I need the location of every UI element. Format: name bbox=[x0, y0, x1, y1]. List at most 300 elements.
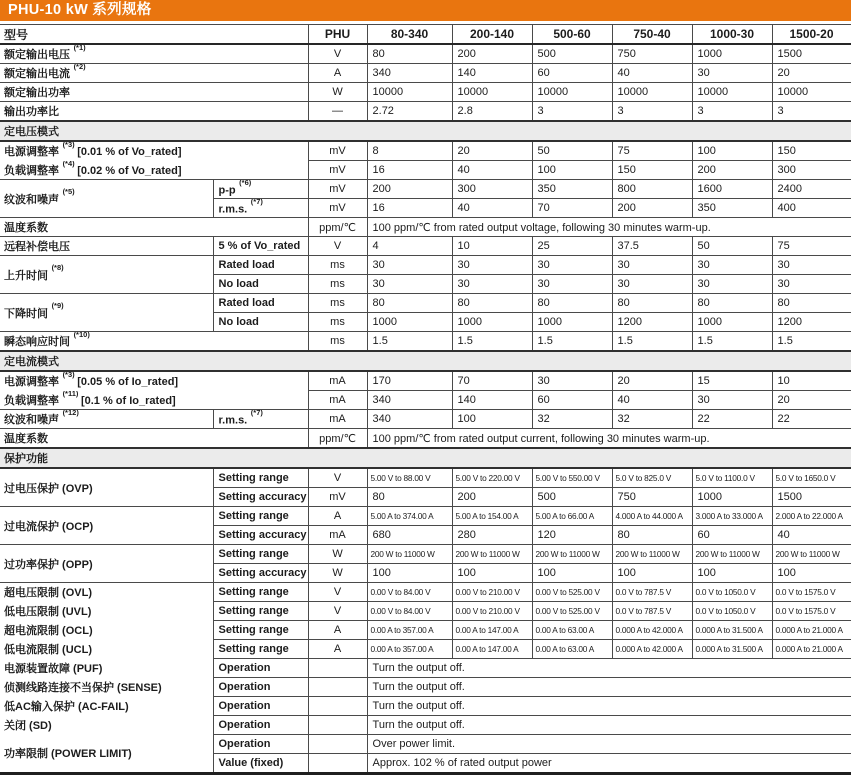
value-cell: 750 bbox=[612, 44, 692, 64]
table-row bbox=[0, 468, 851, 488]
table-row bbox=[0, 391, 851, 410]
value-cell: 2.72 bbox=[367, 102, 452, 122]
value-cell: 1200 bbox=[612, 313, 692, 332]
value-cell: 1.5 bbox=[692, 332, 772, 352]
value-cell: 340 bbox=[367, 410, 452, 429]
value-cell: 300 bbox=[452, 180, 532, 199]
unit-cell bbox=[308, 697, 367, 716]
value-cell: 5.0 V to 825.0 V bbox=[612, 468, 692, 488]
value-cell: 1000 bbox=[692, 313, 772, 332]
value-cell: 1000 bbox=[367, 313, 452, 332]
row-label: 过电压保护 (OVP) bbox=[0, 468, 213, 507]
value-cell: 0.00 V to 210.00 V bbox=[452, 602, 532, 621]
value-cell: 50 bbox=[532, 141, 612, 161]
row-label: 功率限制 (POWER LIMIT) bbox=[0, 735, 213, 774]
row-sublabel: No load bbox=[213, 313, 308, 332]
row-label: 温度系数 bbox=[0, 429, 308, 449]
value-cell: 10000 bbox=[692, 83, 772, 102]
value-cell: 0.0 V to 787.5 V bbox=[612, 583, 692, 602]
unit-cell: V bbox=[308, 237, 367, 256]
value-cell: 15 bbox=[692, 371, 772, 391]
value-cell: 16 bbox=[367, 199, 452, 218]
unit-cell bbox=[308, 735, 367, 754]
value-cell: 20 bbox=[772, 64, 851, 83]
table-header-row bbox=[0, 25, 851, 45]
value-cell: 0.00 A to 357.00 A bbox=[367, 640, 452, 659]
unit-cell: — bbox=[308, 102, 367, 122]
row-label: 额定输出电流 $^{(*2)}$ bbox=[0, 64, 308, 83]
value-cell: 40 bbox=[612, 391, 692, 410]
value-cell: 40 bbox=[612, 64, 692, 83]
section-row bbox=[0, 121, 851, 141]
value-cell: 500 bbox=[532, 44, 612, 64]
row-sublabel: Operation bbox=[213, 678, 308, 697]
unit-cell: W bbox=[308, 564, 367, 583]
value-cell: 200 W to 11000 W bbox=[452, 545, 532, 564]
value-cell: 4 bbox=[367, 237, 452, 256]
value-cell: 30 bbox=[367, 256, 452, 275]
table-row bbox=[0, 218, 851, 237]
value-cell: 100 bbox=[692, 141, 772, 161]
value-cell: 5.0 V to 1650.0 V bbox=[772, 468, 851, 488]
table-row bbox=[0, 410, 851, 429]
value-cell: 30 bbox=[692, 275, 772, 294]
section-header: 定电流模式 bbox=[0, 351, 851, 371]
unit-cell: V bbox=[308, 602, 367, 621]
value-cell: 140 bbox=[452, 64, 532, 83]
value-cell: 5.00 A to 374.00 A bbox=[367, 507, 452, 526]
value-cell: 3 bbox=[692, 102, 772, 122]
unit-cell: W bbox=[308, 545, 367, 564]
value-cell: 100 bbox=[692, 564, 772, 583]
row-label: 输出功率比 bbox=[0, 102, 308, 122]
unit-cell: mA bbox=[308, 391, 367, 410]
row-label: 过功率保护 (OPP) bbox=[0, 545, 213, 583]
value-cell: 0.00 V to 525.00 V bbox=[532, 583, 612, 602]
value-cell: 20 bbox=[612, 371, 692, 391]
value-cell: 0.00 A to 63.00 A bbox=[532, 640, 612, 659]
value-cell: 120 bbox=[532, 526, 612, 545]
row-label: 瞬态响应时间 $^{(*10)}$ bbox=[0, 332, 308, 352]
value-cell: 30 bbox=[452, 275, 532, 294]
column-header: 500-60 bbox=[532, 25, 612, 45]
value-span-cell: Turn the output off. bbox=[367, 678, 851, 697]
value-cell: 37.5 bbox=[612, 237, 692, 256]
unit-cell: A bbox=[308, 64, 367, 83]
section-row bbox=[0, 448, 851, 468]
value-cell: 1500 bbox=[772, 44, 851, 64]
unit-cell: W bbox=[308, 83, 367, 102]
value-cell: 70 bbox=[452, 371, 532, 391]
unit-cell: mV bbox=[308, 199, 367, 218]
value-cell: 4.000 A to 44.000 A bbox=[612, 507, 692, 526]
value-cell: 3.000 A to 33.000 A bbox=[692, 507, 772, 526]
row-sublabel: Setting range bbox=[213, 468, 308, 488]
unit-cell: V bbox=[308, 44, 367, 64]
value-cell: 22 bbox=[772, 410, 851, 429]
value-cell: 0.00 V to 84.00 V bbox=[367, 602, 452, 621]
value-cell: 680 bbox=[367, 526, 452, 545]
unit-cell: mA bbox=[308, 526, 367, 545]
value-cell: 0.000 A to 42.000 A bbox=[612, 640, 692, 659]
table-row bbox=[0, 256, 851, 275]
row-sublabel: Value (fixed) bbox=[213, 754, 308, 774]
row-sublabel: Setting accuracy bbox=[213, 564, 308, 583]
row-sublabel: Operation bbox=[213, 659, 308, 678]
value-span-cell: Over power limit. bbox=[367, 735, 851, 754]
value-cell: 32 bbox=[612, 410, 692, 429]
value-cell: 100 bbox=[532, 564, 612, 583]
value-cell: 200 bbox=[452, 488, 532, 507]
value-cell: 350 bbox=[692, 199, 772, 218]
value-cell: 0.00 V to 210.00 V bbox=[452, 583, 532, 602]
row-label: 额定输出功率 bbox=[0, 83, 308, 102]
table-row bbox=[0, 371, 851, 391]
row-label: 电源装置故障 (PUF) bbox=[0, 659, 213, 678]
section-header: 保护功能 bbox=[0, 448, 851, 468]
row-sublabel: Setting range bbox=[213, 507, 308, 526]
column-header-unit: PHU bbox=[308, 25, 367, 45]
unit-cell: ppm/℃ bbox=[308, 429, 367, 449]
value-cell: 32 bbox=[532, 410, 612, 429]
unit-cell: mV bbox=[308, 141, 367, 161]
page-title: PHU-10 kW 系列规格 bbox=[0, 0, 851, 21]
row-sublabel: Setting accuracy bbox=[213, 526, 308, 545]
value-cell: 10000 bbox=[612, 83, 692, 102]
value-cell: 10000 bbox=[532, 83, 612, 102]
value-cell: 0.000 A to 42.000 A bbox=[612, 621, 692, 640]
section-header: 定电压模式 bbox=[0, 121, 851, 141]
value-cell: 0.00 A to 63.00 A bbox=[532, 621, 612, 640]
section-row bbox=[0, 351, 851, 371]
spec-table-body bbox=[0, 25, 851, 774]
value-cell: 200 W to 11000 W bbox=[612, 545, 692, 564]
value-cell: 10000 bbox=[772, 83, 851, 102]
value-cell: 200 bbox=[452, 44, 532, 64]
table-row bbox=[0, 161, 851, 180]
row-label: 额定输出电压 $^{(*1)}$ bbox=[0, 44, 308, 64]
value-cell: 280 bbox=[452, 526, 532, 545]
row-sublabel: p-p $^{(*6)}$ bbox=[213, 180, 308, 199]
value-span-cell: Turn the output off. bbox=[367, 697, 851, 716]
value-cell: 400 bbox=[772, 199, 851, 218]
unit-cell bbox=[308, 754, 367, 774]
value-cell: 0.000 A to 31.500 A bbox=[692, 621, 772, 640]
table-row bbox=[0, 735, 851, 754]
row-sublabel: Operation bbox=[213, 716, 308, 735]
value-cell: 0.00 A to 147.00 A bbox=[452, 640, 532, 659]
table-row bbox=[0, 102, 851, 122]
value-cell: 0.0 V to 1575.0 V bbox=[772, 583, 851, 602]
row-sublabel: 5 % of Vo_rated bbox=[213, 237, 308, 256]
row-label: 负载调整率 $^{(*11)}$ [0.1 % of Io_rated] bbox=[0, 391, 308, 410]
row-label: 纹波和噪声 $^{(*12)}$ bbox=[0, 410, 213, 429]
value-cell: 0.00 V to 525.00 V bbox=[532, 602, 612, 621]
value-cell: 0.000 A to 21.000 A bbox=[772, 621, 851, 640]
value-cell: 1.5 bbox=[367, 332, 452, 352]
spec-table bbox=[0, 24, 851, 775]
value-cell: 800 bbox=[612, 180, 692, 199]
table-row bbox=[0, 545, 851, 564]
table-row bbox=[0, 507, 851, 526]
table-row bbox=[0, 640, 851, 659]
value-cell: 0.0 V to 1575.0 V bbox=[772, 602, 851, 621]
value-cell: 80 bbox=[612, 294, 692, 313]
value-cell: 20 bbox=[772, 391, 851, 410]
value-cell: 1.5 bbox=[772, 332, 851, 352]
value-cell: 3 bbox=[772, 102, 851, 122]
value-cell: 80 bbox=[532, 294, 612, 313]
value-cell: 5.00 V to 550.00 V bbox=[532, 468, 612, 488]
row-label: 关闭 (SD) bbox=[0, 716, 213, 735]
table-row bbox=[0, 64, 851, 83]
value-cell: 10 bbox=[772, 371, 851, 391]
value-cell: 5.0 V to 1100.0 V bbox=[692, 468, 772, 488]
row-label: 侦测线路连接不当保护 (SENSE) bbox=[0, 678, 213, 697]
table-row bbox=[0, 141, 851, 161]
value-cell: 200 bbox=[367, 180, 452, 199]
row-sublabel: r.m.s. $^{(*7)}$ bbox=[213, 199, 308, 218]
value-cell: 60 bbox=[692, 526, 772, 545]
value-cell: 1000 bbox=[692, 44, 772, 64]
unit-cell: mV bbox=[308, 180, 367, 199]
unit-cell: ppm/℃ bbox=[308, 218, 367, 237]
unit-cell: mV bbox=[308, 488, 367, 507]
unit-cell: ms bbox=[308, 294, 367, 313]
row-label: 电源调整率 $^{(*3)}$ [0.01 % of Vo_rated] bbox=[0, 141, 308, 161]
value-cell: 10000 bbox=[452, 83, 532, 102]
value-cell: 5.00 V to 220.00 V bbox=[452, 468, 532, 488]
unit-cell: A bbox=[308, 640, 367, 659]
row-sublabel: Operation bbox=[213, 697, 308, 716]
value-cell: 22 bbox=[692, 410, 772, 429]
value-cell: 200 W to 11000 W bbox=[692, 545, 772, 564]
value-span-cell: Turn the output off. bbox=[367, 716, 851, 735]
column-header: 1500-20 bbox=[772, 25, 851, 45]
value-cell: 2400 bbox=[772, 180, 851, 199]
row-label: 负载调整率 $^{(*4)}$ [0.02 % of Vo_rated] bbox=[0, 161, 308, 180]
value-cell: 60 bbox=[532, 64, 612, 83]
value-cell: 5.00 A to 154.00 A bbox=[452, 507, 532, 526]
value-cell: 25 bbox=[532, 237, 612, 256]
value-cell: 170 bbox=[367, 371, 452, 391]
value-cell: 1200 bbox=[772, 313, 851, 332]
row-label: 低电压限制 (UVL) bbox=[0, 602, 213, 621]
row-sublabel: Setting range bbox=[213, 545, 308, 564]
value-span-cell: 100 ppm/℃ from rated output current, following 30 minutes warm-up. bbox=[367, 429, 851, 449]
value-cell: 40 bbox=[452, 161, 532, 180]
unit-cell: ms bbox=[308, 256, 367, 275]
column-header: 750-40 bbox=[612, 25, 692, 45]
value-cell: 60 bbox=[532, 391, 612, 410]
value-cell: 5.00 V to 88.00 V bbox=[367, 468, 452, 488]
value-cell: 300 bbox=[772, 161, 851, 180]
column-header: 1000-30 bbox=[692, 25, 772, 45]
value-cell: 750 bbox=[612, 488, 692, 507]
value-cell: 1500 bbox=[772, 488, 851, 507]
value-cell: 350 bbox=[532, 180, 612, 199]
value-cell: 30 bbox=[772, 256, 851, 275]
unit-cell: V bbox=[308, 468, 367, 488]
value-cell: 16 bbox=[367, 161, 452, 180]
value-cell: 200 bbox=[612, 199, 692, 218]
value-cell: 200 bbox=[692, 161, 772, 180]
value-cell: 200 W to 11000 W bbox=[532, 545, 612, 564]
row-sublabel: Setting range bbox=[213, 583, 308, 602]
value-cell: 70 bbox=[532, 199, 612, 218]
value-cell: 500 bbox=[532, 488, 612, 507]
unit-cell: A bbox=[308, 621, 367, 640]
value-cell: 0.0 V to 1050.0 V bbox=[692, 583, 772, 602]
unit-cell: ms bbox=[308, 313, 367, 332]
value-cell: 10 bbox=[452, 237, 532, 256]
table-row bbox=[0, 621, 851, 640]
value-cell: 30 bbox=[367, 275, 452, 294]
value-cell: 30 bbox=[532, 275, 612, 294]
unit-cell: mA bbox=[308, 371, 367, 391]
value-cell: 30 bbox=[612, 256, 692, 275]
unit-cell bbox=[308, 659, 367, 678]
value-cell: 340 bbox=[367, 64, 452, 83]
value-cell: 1.5 bbox=[612, 332, 692, 352]
row-label: 温度系数 bbox=[0, 218, 308, 237]
value-cell: 80 bbox=[452, 294, 532, 313]
column-header-model: 型号 bbox=[0, 25, 308, 45]
value-cell: 150 bbox=[612, 161, 692, 180]
value-cell: 1000 bbox=[692, 488, 772, 507]
value-cell: 140 bbox=[452, 391, 532, 410]
row-sublabel: Setting range bbox=[213, 640, 308, 659]
value-cell: 0.000 A to 21.000 A bbox=[772, 640, 851, 659]
value-cell: 1.5 bbox=[532, 332, 612, 352]
row-label: 过电流保护 (OCP) bbox=[0, 507, 213, 545]
value-cell: 1.5 bbox=[452, 332, 532, 352]
row-label: 纹波和噪声 $^{(*5)}$ bbox=[0, 180, 213, 218]
value-cell: 30 bbox=[532, 256, 612, 275]
value-cell: 100 bbox=[772, 564, 851, 583]
value-cell: 0.0 V to 787.5 V bbox=[612, 602, 692, 621]
row-sublabel: Setting range bbox=[213, 602, 308, 621]
unit-cell: ms bbox=[308, 275, 367, 294]
column-header: 200-140 bbox=[452, 25, 532, 45]
value-cell: 150 bbox=[772, 141, 851, 161]
row-label: 上升时间 $^{(*8)}$ bbox=[0, 256, 213, 294]
value-cell: 1000 bbox=[452, 313, 532, 332]
row-sublabel: Rated load bbox=[213, 256, 308, 275]
value-span-cell: Turn the output off. bbox=[367, 659, 851, 678]
value-cell: 40 bbox=[452, 199, 532, 218]
row-sublabel: Setting accuracy bbox=[213, 488, 308, 507]
value-cell: 100 bbox=[452, 564, 532, 583]
row-label: 下降时间 $^{(*9)}$ bbox=[0, 294, 213, 332]
row-sublabel: Operation bbox=[213, 735, 308, 754]
value-cell: 30 bbox=[612, 275, 692, 294]
table-row bbox=[0, 83, 851, 102]
table-row bbox=[0, 697, 851, 716]
value-cell: 80 bbox=[367, 294, 452, 313]
value-cell: 30 bbox=[772, 275, 851, 294]
row-sublabel: No load bbox=[213, 275, 308, 294]
value-cell: 2.8 bbox=[452, 102, 532, 122]
table-row bbox=[0, 583, 851, 602]
value-cell: 3 bbox=[532, 102, 612, 122]
value-cell: 8 bbox=[367, 141, 452, 161]
table-row bbox=[0, 659, 851, 678]
value-cell: 30 bbox=[692, 391, 772, 410]
value-cell: 100 bbox=[367, 564, 452, 583]
unit-cell: mV bbox=[308, 161, 367, 180]
unit-cell: V bbox=[308, 583, 367, 602]
value-cell: 0.00 A to 357.00 A bbox=[367, 621, 452, 640]
value-cell: 75 bbox=[612, 141, 692, 161]
value-cell: 0.0 V to 1050.0 V bbox=[692, 602, 772, 621]
row-label: 远程补偿电压 bbox=[0, 237, 213, 256]
table-row bbox=[0, 429, 851, 449]
value-cell: 80 bbox=[367, 44, 452, 64]
value-cell: 40 bbox=[772, 526, 851, 545]
value-cell: 100 bbox=[452, 410, 532, 429]
row-sublabel: r.m.s. $^{(*7)}$ bbox=[213, 410, 308, 429]
row-label: 低电流限制 (UCL) bbox=[0, 640, 213, 659]
value-cell: 50 bbox=[692, 237, 772, 256]
row-label: 低AC输入保护 (AC-FAIL) bbox=[0, 697, 213, 716]
value-cell: 3 bbox=[612, 102, 692, 122]
row-label: 电源调整率 $^{(*3)}$ [0.05 % of Io_rated] bbox=[0, 371, 308, 391]
value-cell: 0.00 A to 147.00 A bbox=[452, 621, 532, 640]
value-cell: 30 bbox=[692, 256, 772, 275]
table-row bbox=[0, 180, 851, 199]
value-cell: 10000 bbox=[367, 83, 452, 102]
unit-cell: mA bbox=[308, 410, 367, 429]
table-row bbox=[0, 602, 851, 621]
value-cell: 1000 bbox=[532, 313, 612, 332]
value-cell: 30 bbox=[692, 64, 772, 83]
value-cell: 100 bbox=[612, 564, 692, 583]
table-row bbox=[0, 237, 851, 256]
value-span-cell: 100 ppm/℃ from rated output voltage, following 30 minutes warm-up. bbox=[367, 218, 851, 237]
value-cell: 100 bbox=[532, 161, 612, 180]
value-cell: 340 bbox=[367, 391, 452, 410]
unit-cell: A bbox=[308, 507, 367, 526]
value-cell: 80 bbox=[612, 526, 692, 545]
value-span-cell: Approx. 102 % of rated output power bbox=[367, 754, 851, 774]
column-header: 80-340 bbox=[367, 25, 452, 45]
row-label: 超电流限制 (OCL) bbox=[0, 621, 213, 640]
value-cell: 5.00 A to 66.00 A bbox=[532, 507, 612, 526]
table-row bbox=[0, 44, 851, 64]
value-cell: 2.000 A to 22.000 A bbox=[772, 507, 851, 526]
row-sublabel: Setting range bbox=[213, 621, 308, 640]
value-cell: 80 bbox=[692, 294, 772, 313]
value-cell: 80 bbox=[367, 488, 452, 507]
table-row bbox=[0, 716, 851, 735]
row-label: 超电压限制 (OVL) bbox=[0, 583, 213, 602]
value-cell: 200 W to 11000 W bbox=[367, 545, 452, 564]
value-cell: 30 bbox=[452, 256, 532, 275]
row-sublabel: Rated load bbox=[213, 294, 308, 313]
value-cell: 1600 bbox=[692, 180, 772, 199]
value-cell: 20 bbox=[452, 141, 532, 161]
value-cell: 80 bbox=[772, 294, 851, 313]
value-cell: 0.000 A to 31.500 A bbox=[692, 640, 772, 659]
table-row bbox=[0, 332, 851, 352]
table-row bbox=[0, 294, 851, 313]
value-cell: 75 bbox=[772, 237, 851, 256]
value-cell: 0.00 V to 84.00 V bbox=[367, 583, 452, 602]
value-cell: 200 W to 11000 W bbox=[772, 545, 851, 564]
unit-cell: ms bbox=[308, 332, 367, 352]
unit-cell bbox=[308, 716, 367, 735]
